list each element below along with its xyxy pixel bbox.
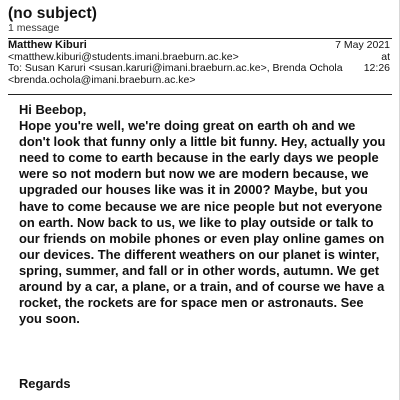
sender-address: <matthew.kiburi@students.imani.braeburn.ac.ke>: [8, 50, 239, 63]
sent-date: [326, 40, 390, 75]
email-header: [8, 40, 392, 86]
email-subject: (no subject): [8, 5, 98, 22]
sent-date-day: 7 May 2021 at: [335, 39, 390, 63]
sent-date-time: 12:26: [363, 62, 390, 74]
closing: Regards: [19, 376, 71, 391]
sender-name: Matthew Kiburi: [8, 39, 87, 51]
header-divider-bottom: [8, 94, 392, 95]
email-body: [19, 102, 387, 327]
body-paragraph: Hope you're well, we're doing great on earth oh and we don't look that funny only a little bit funny. Hey, actually you need to come to earth because in the early days we people were so not modern but now we are modern because, we upgraded our houses like was it in 2000? Maybe, but you have to come because we are nice people but not everyone on earth. Now back to us, we like to play outside or talk to our friends on mobile phones or even play online games on our devices. The different weathers on our planet is winter, spring, summer, and fall or in other words, autumn. We get around by a car, a plane, or a train, and of course we have a rocket, the rockets are for space men or astronauts. See you soon.: [19, 118, 386, 327]
greeting: Hi Beebop,: [19, 102, 87, 117]
recipients-line: To: Susan Karuri <susan.karuri@imani.braeburn.ac.ke>, Brenda Ochola: [8, 62, 343, 74]
recipients-line-continued: <brenda.ochola@imani.braeburn.ac.ke>: [8, 73, 196, 86]
message-count: 1 message: [8, 22, 60, 34]
